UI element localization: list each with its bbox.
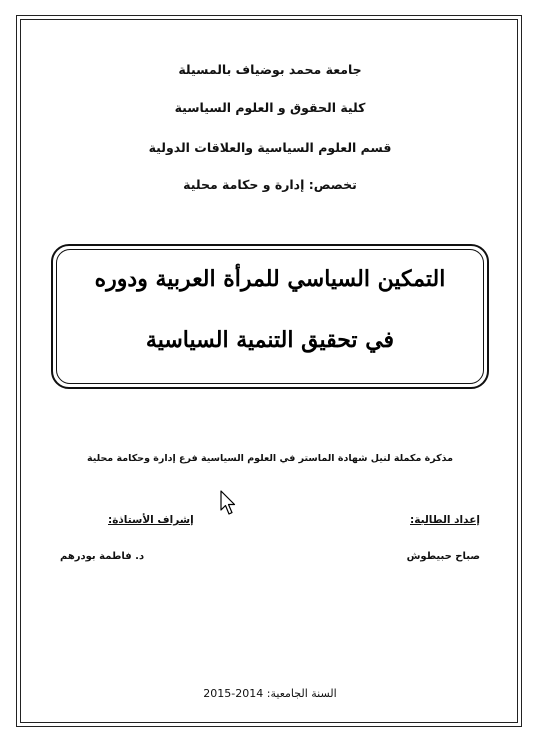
university-name: جامعة محمد بوضياف بالمسيلة bbox=[178, 62, 362, 77]
thesis-title-line-1: التمكين السياسي للمرأة العربية ودوره bbox=[94, 266, 446, 292]
academic-year: السنة الجامعية: 2014-2015 bbox=[203, 687, 337, 700]
prepared-by-label: إعداد الطالبة: bbox=[410, 514, 480, 526]
specialty-name: تخصص: إدارة و حكامة محلية bbox=[183, 177, 357, 192]
student-name: صباح حبيطوش bbox=[406, 551, 480, 562]
supervisor-name: د. فاطمة بودرهم bbox=[60, 551, 145, 562]
department-name: قسم العلوم السياسية والعلاقات الدولية bbox=[148, 140, 392, 155]
mouse-pointer-icon bbox=[220, 490, 238, 516]
supervisor-label: إشراف الأستاذة: bbox=[108, 514, 194, 526]
faculty-name: كلية الحقوق و العلوم السياسية bbox=[174, 100, 366, 115]
memo-description: مذكرة مكملة لنيل شهادة الماستر في العلوم السياسية فرع إدارة وحكامة محلية bbox=[86, 453, 454, 464]
thesis-title-line-2: في تحقيق التنمية السياسية bbox=[145, 327, 395, 353]
